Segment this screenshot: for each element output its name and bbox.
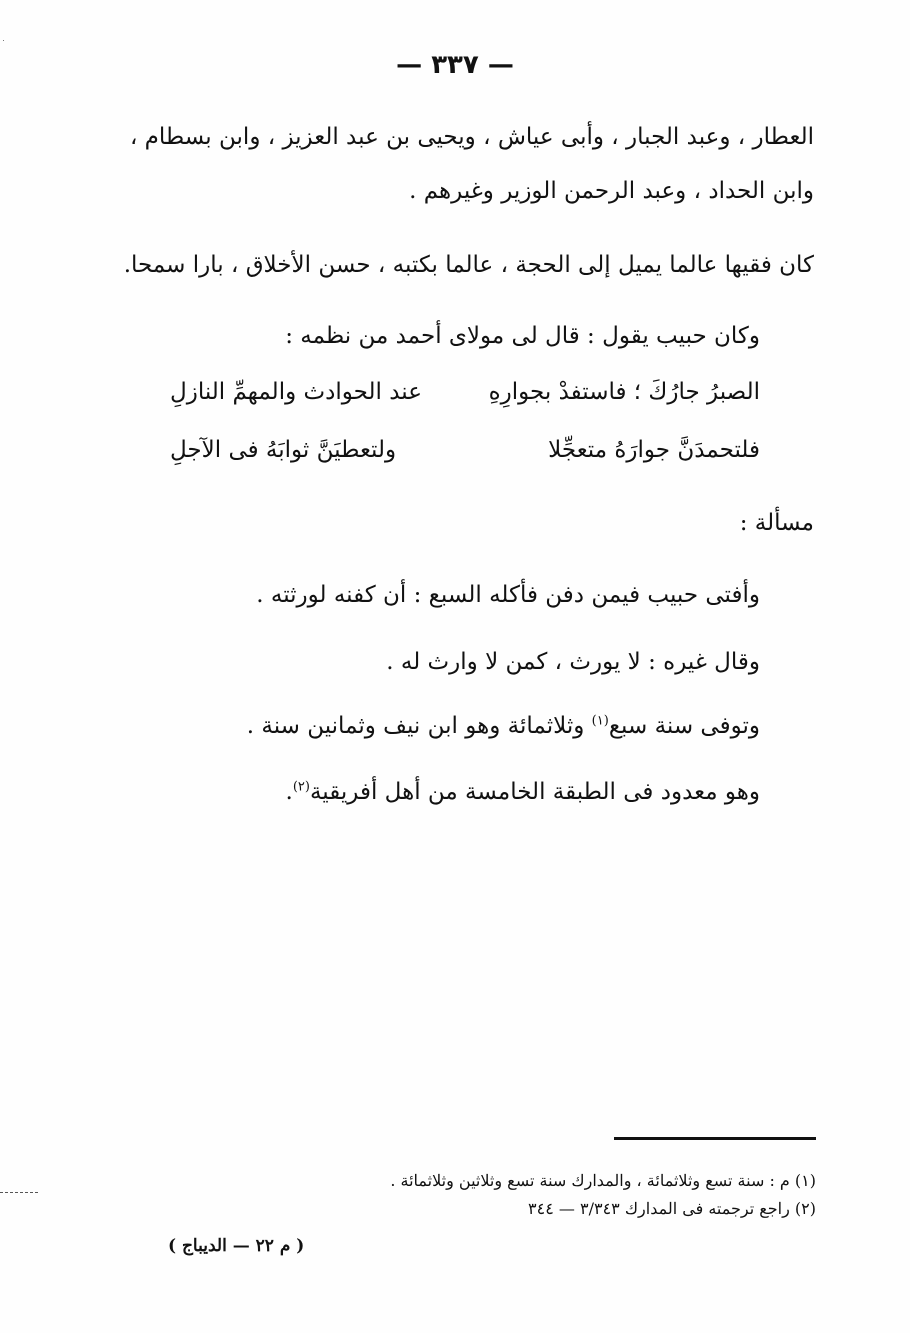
poem-verse-2-first-hemistich: فلتحمدَنَّ جوارَهُ متعجِّلا bbox=[548, 437, 760, 463]
fatwa-line-1: وأفتى حبيب فيمن دفن فأكله السبع : أن كفنه لورثته . bbox=[256, 582, 760, 608]
footnote-1: (١) م : سنة تسع وثلاثمائة ، والمدارك سنة تسع وثلاثين وثلاثمائة . bbox=[390, 1171, 816, 1190]
poem-verse-1-first-hemistich: الصبرُ جارُكَ ؛ فاستفدْ بجوارِهِ bbox=[488, 379, 760, 405]
classification-period: . bbox=[285, 779, 293, 805]
margin-mark-left bbox=[0, 1192, 38, 1193]
page-number: — ٣٣٧ — bbox=[396, 50, 514, 80]
classification-text: وهو معدود فى الطبقة الخامسة من أهل أفريقية bbox=[309, 779, 760, 805]
body-line-4: وكان حبيب يقول : قال لى مولاى أحمد من نظمه : bbox=[285, 323, 760, 349]
death-date-text-start: وتوفى سنة سبع bbox=[608, 713, 760, 739]
margin-speck bbox=[3, 40, 4, 42]
signature-mark: ( م ٢٢ — الديباج ) bbox=[168, 1236, 305, 1256]
death-date-text-end: وثلاثمائة وهو ابن نيف وثمانين سنة . bbox=[246, 713, 592, 739]
body-line-3: كان فقيها عالما يميل إلى الحجة ، عالما بكتبه ، حسن الأخلاق ، بارا سمحا. bbox=[123, 252, 814, 278]
section-heading: مسألة : bbox=[739, 510, 814, 536]
footnote-separator bbox=[614, 1137, 816, 1140]
footnote-2: (٢) راجع ترجمته فى المدارك ٣/٣٤٣ — ٣٤٤ bbox=[528, 1199, 816, 1218]
poem-verse-1-second-hemistich: عند الحوادث والمهمِّ النازلِ bbox=[170, 379, 422, 405]
footnote-ref-1: (١) bbox=[591, 713, 609, 729]
poem-verse-2 bbox=[170, 435, 760, 465]
footnote-ref-2: (٢) bbox=[292, 779, 310, 795]
death-date-line bbox=[247, 711, 760, 741]
poem-verse-2-second-hemistich: ولتعطيَنَّ ثوابَهُ فى الآجلِ bbox=[170, 437, 397, 463]
classification-line bbox=[286, 777, 761, 807]
body-line-1: العطار ، وعبد الجبار ، وأبى عياش ، ويحيى بن عبد العزيز ، وابن بسطام ، bbox=[129, 124, 814, 150]
body-line-2: وابن الحداد ، وعبد الرحمن الوزير وغيرهم . bbox=[409, 178, 814, 204]
poem-verse-1 bbox=[170, 377, 760, 407]
fatwa-line-2: وقال غيره : لا يورث ، كمن لا وارث له . bbox=[386, 649, 760, 675]
